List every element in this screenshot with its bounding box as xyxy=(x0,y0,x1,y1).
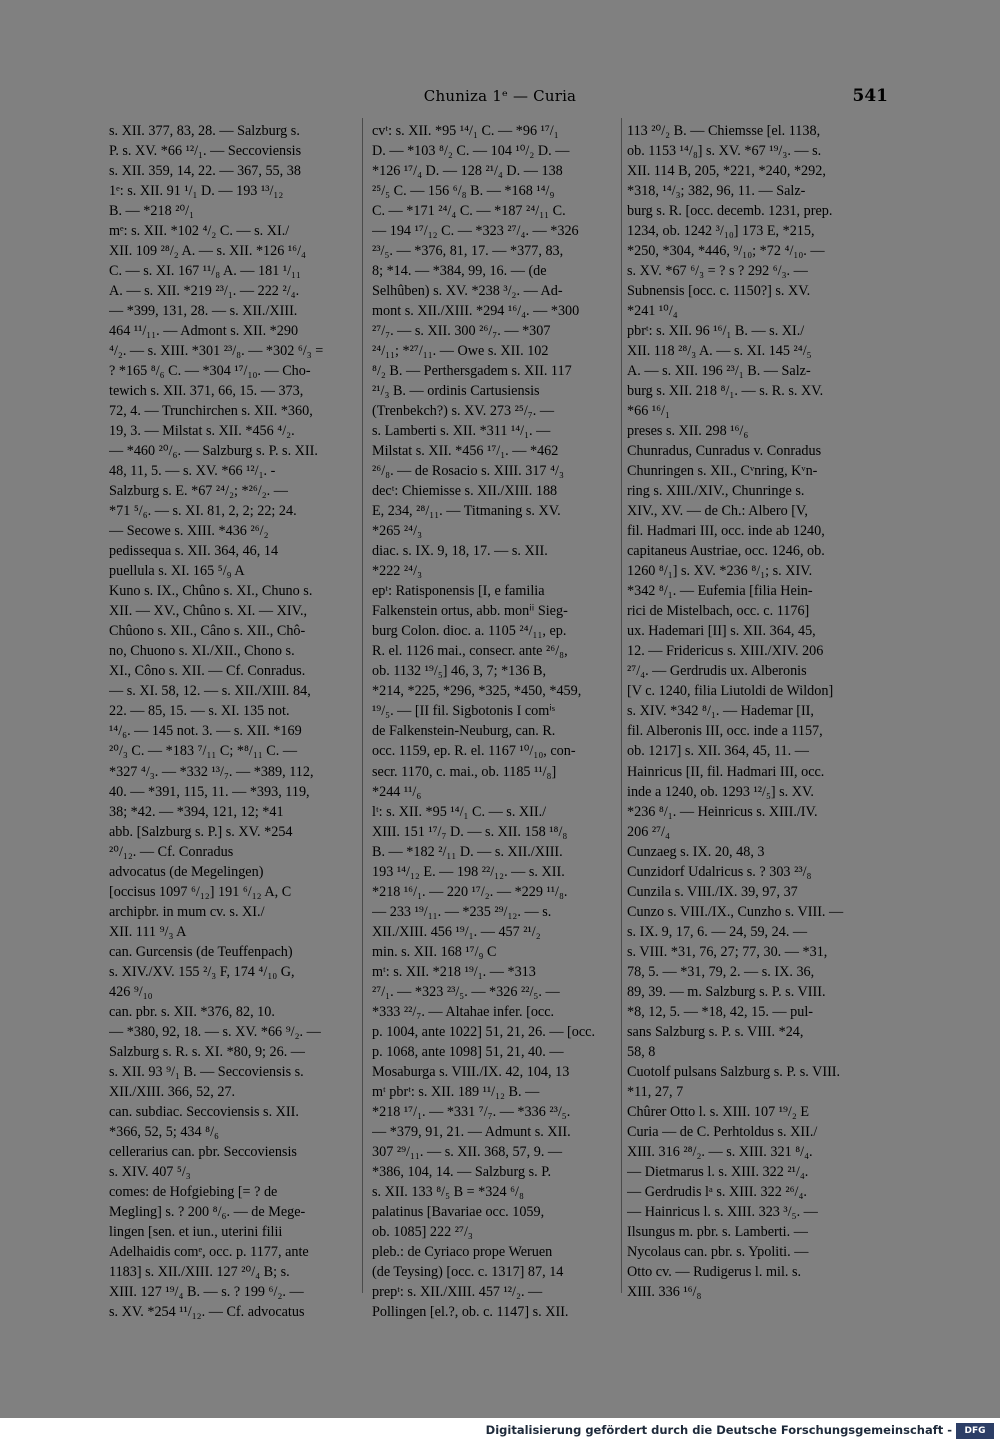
text-line: Pollingen [el.?, ob. c. 1147] s. XII. xyxy=(372,1303,569,1320)
text-line: Cunzidorf Udalricus s. ? 303 ²³/₈ xyxy=(627,863,812,880)
text-line: XIII. 151 ¹⁷/₇ D. — s. XII. 158 ¹⁸/₈ xyxy=(372,823,568,840)
text-line: *333 ²²/₇. — Altahae infer. [occ. xyxy=(372,1003,555,1020)
text-line: *218 ¹⁶/₁. — 220 ¹⁷/₂. — *229 ¹¹/₈. xyxy=(372,883,568,900)
column-2 xyxy=(372,121,616,1322)
text-line: pedissequa s. XII. 364, 46, 14 xyxy=(109,543,279,560)
text-line: 426 ⁹/₁₀ xyxy=(109,983,153,1000)
text-line: *214, *225, *296, *325, *450, *459, xyxy=(372,683,582,700)
column-rule xyxy=(362,118,363,1293)
text-line: 78, 5. — *31, 79, 2. — s. IX. 36, xyxy=(627,963,815,980)
text-line: tewich s. XII. 371, 66, 15. — 373, xyxy=(109,383,304,400)
text-line: — Gerdrudis lᵃ s. XIII. 322 ²⁶/₄. xyxy=(627,1183,807,1200)
text-line: can. Gurcensis (de Teuffenpach) xyxy=(109,943,293,960)
text-line: pleb.: de Cyriaco prope Weruen xyxy=(372,1243,553,1260)
text-line: s. XII. 359, 14, 22. — 367, 55, 38 xyxy=(109,163,301,180)
text-line: Nycolaus can. pbr. s. Ypoliti. — xyxy=(627,1243,809,1260)
text-line: XII. 118 ²⁸/₃ A. — s. XI. 145 ²⁴/₅ xyxy=(627,343,812,360)
text-line: *265 ²⁴/₃ xyxy=(372,523,423,540)
text-line: Falkenstein ortus, abb. monⁱⁱ Sieg- xyxy=(372,603,568,620)
text-line: 307 ²⁹/₁₁. — s. XII. 368, 57, 9. — xyxy=(372,1143,563,1160)
text-line: 1ᵉ: s. XII. 91 ¹/₁ D. — 193 ¹³/₁₂ xyxy=(109,183,284,200)
text-line: Chûrer Otto l. s. XIII. 107 ¹⁹/₂ E xyxy=(627,1103,810,1120)
text-line: ²⁰/₃ C. — *183 ⁷/₁₁ C; *⁸/₁₁ C. — xyxy=(109,743,298,760)
text-line: 1183] s. XII./XIII. 127 ²⁰/₄ B; s. xyxy=(109,1263,290,1280)
text-line: s. XV. *67 ⁶/₃ = ? s ? 292 ⁶/₃. — xyxy=(627,263,808,280)
text-line: 22. — 85, 15. — s. XI. 135 not. xyxy=(109,703,290,720)
text-line: Cunzo s. VIII./IX., Cunzho s. VIII. — xyxy=(627,903,844,920)
column-3 xyxy=(627,121,887,1302)
text-line: *11, 27, 7 xyxy=(627,1083,684,1100)
text-line: mont s. XII./XIII. *294 ¹⁶/₄. — *300 xyxy=(372,303,580,320)
text-line: *241 ¹⁰/₄ xyxy=(627,303,678,320)
column-rule xyxy=(621,118,622,1293)
text-line: 1234, ob. 1242 ³/₁₀] 173 E, *215, xyxy=(627,223,815,240)
text-line: ²⁷/₁. — *323 ²³/₅. — *326 ²²/₅. — xyxy=(372,983,560,1000)
text-line: Cuotolf pulsans Salzburg s. P. s. VIII. xyxy=(627,1063,841,1080)
text-line: 19, 3. — Milstat s. XII. *456 ⁴/₂. xyxy=(109,423,295,440)
text-line: — *379, 91, 21. — Admunt s. XII. xyxy=(372,1123,571,1140)
text-line: advocatus (de Megelingen) xyxy=(109,863,264,880)
text-line: XII. 111 ⁹/₃ A xyxy=(109,923,187,940)
text-line: s. XV. *254 ¹¹/₁₂. — Cf. advocatus xyxy=(109,1303,305,1320)
page-number: 541 xyxy=(852,86,888,106)
text-line: B. — *182 ²/₁₁ D. — s. XII./XIII. xyxy=(372,843,563,860)
text-line: ring s. XIII./XIV., Chunringe s. xyxy=(627,483,805,500)
text-line: — 233 ¹⁹/₁₁. — *235 ²⁹/₁₂. — s. xyxy=(372,903,552,920)
text-line: ²⁶/₈. — de Rosacio s. XIII. 317 ⁴/₃ xyxy=(372,463,564,480)
text-line: cvᵗ: s. XII. *95 ¹⁴/₁ C. — *96 ¹⁷/₁ xyxy=(372,123,559,139)
text-line: 48, 11, 5. — s. XV. *66 ¹²/₁. - xyxy=(109,463,276,480)
text-line: s. XII. 377, 83, 28. — Salzburg s. xyxy=(109,123,300,139)
text-line: ? *165 ⁸/₆ C. — *304 ¹⁷/₁₀. — Cho- xyxy=(109,363,311,380)
text-line: Milstat s. XII. *456 ¹⁷/₁. — *462 xyxy=(372,443,559,460)
text-line: comes: de Hofgiebing [= ? de xyxy=(109,1183,278,1200)
text-line: lingen [sen. et iun., uterini filii xyxy=(109,1223,283,1240)
text-line: ob. 1085] 222 ²⁷/₃ xyxy=(372,1223,473,1240)
text-line: *8, 12, 5. — *18, 42, 15. — pul- xyxy=(627,1003,814,1020)
text-line: no, Chuono s. XI./XII., Chono s. xyxy=(109,643,295,660)
text-line: E, 234, ²⁸/₁₁. — Titmaning s. XV. xyxy=(372,503,561,520)
text-line: — *460 ²⁰/₆. — Salzburg s. P. s. XII. xyxy=(109,443,318,460)
text-line: mᵗ: s. XII. *218 ¹⁹/₁. — *313 xyxy=(372,963,536,980)
text-line: s. XIV. 407 ⁵/₃ xyxy=(109,1163,191,1180)
text-line: burg s. XII. 218 ⁸/₁. — s. R. s. XV. xyxy=(627,383,824,400)
text-line: inde a 1240, ob. 1293 ¹²/₅] s. XV. xyxy=(627,783,814,800)
text-line: s. IX. 9, 17, 6. — 24, 59, 24. — xyxy=(627,923,808,940)
text-line: ob. 1132 ¹⁹/₅] 46, 3, 7; *136 B, xyxy=(372,663,547,680)
text-line: 72, 4. — Trunchirchen s. XII. *360, xyxy=(109,403,313,420)
text-line: Adelhaidis comᵉ, occ. p. 1177, ante xyxy=(109,1243,309,1260)
text-line: can. pbr. s. XII. *376, 82, 10. xyxy=(109,1003,275,1020)
text-line: ¹⁹/₅. — [II fil. Sigbotonis I comⁱˢ xyxy=(372,703,555,720)
text-line: Ilsungus m. pbr. s. Lamberti. — xyxy=(627,1223,808,1240)
text-line: D. — *103 ⁸/₂ C. — 104 ¹⁰/₂ D. — xyxy=(372,143,570,160)
text-line: XIV., XV. — de Ch.: Albero [V, xyxy=(627,503,808,520)
text-line: puellula s. XI. 165 ⁵/₉ A xyxy=(109,563,245,580)
text-line: min. s. XII. 168 ¹⁷/₉ C xyxy=(372,943,497,960)
text-line: XIII. 316 ²⁸/₂. — s. XIII. 321 ⁸/₄. xyxy=(627,1143,813,1160)
text-line: *66 ¹⁶/₁ xyxy=(627,403,670,420)
text-line: secr. 1170, c. mai., ob. 1185 ¹¹/₈] xyxy=(372,763,557,780)
text-line: preses s. XII. 298 ¹⁶/₆ xyxy=(627,423,749,440)
text-line: de Falkenstein-Neuburg, can. R. xyxy=(372,723,556,740)
text-line: ⁴/₂. — s. XIII. *301 ²³/₈. — *302 ⁶/₃ = xyxy=(109,343,324,360)
text-line: epᵗ: Ratisponensis [I, e familia xyxy=(372,583,545,600)
text-line: abb. [Salzburg s. P.] s. XV. *254 xyxy=(109,823,293,840)
text-line: ²¹/₃ B. — ordinis Cartusiensis xyxy=(372,383,540,400)
text-line: diac. s. IX. 9, 18, 17. — s. XII. xyxy=(372,543,548,560)
text-line: *236 ⁸/₁. — Heinricus s. XIII./IV. xyxy=(627,803,818,820)
text-line: *366, 52, 5; 434 ⁸/₆ xyxy=(109,1123,219,1140)
text-line: — Hainricus l. s. XIII. 323 ³/₅. — xyxy=(627,1203,818,1220)
text-line: Kuno s. IX., Chûno s. XI., Chuno s. xyxy=(109,583,313,600)
text-line: *250, *304, *446, ⁹/₁₀; *72 ⁴/₁₀. — xyxy=(627,243,825,260)
text-line: 464 ¹¹/₁₁. — Admont s. XII. *290 xyxy=(109,323,299,340)
text-line: Otto cv. — Rudigerus l. mil. s. xyxy=(627,1263,802,1280)
text-line: *244 ¹¹/₆ xyxy=(372,783,422,800)
running-header: Chuniza 1ᵉ — Curia xyxy=(423,87,577,105)
text-line: R. el. 1126 mai., consecr. ante ²⁶/₈, xyxy=(372,643,568,660)
text-line: 8; *14. — *384, 99, 16. — (de xyxy=(372,263,547,280)
text-line: 40. — *391, 115, 11. — *393, 119, xyxy=(109,783,310,800)
text-line: ⁸/₂ B. — Perthersgadem s. XII. 117 xyxy=(372,363,572,380)
text-line: capitaneus Austriae, occ. 1246, ob. xyxy=(627,543,825,560)
text-line: XII. 109 ²⁸/₂ A. — s. XII. *126 ¹⁶/₄ xyxy=(109,243,306,260)
text-line: *126 ¹⁷/₄ D. — 128 ²¹/₄ D. — 138 xyxy=(372,163,563,180)
text-line: Chunringen s. XII., Cᵛnring, Kᵛn- xyxy=(627,463,818,480)
text-line: — *399, 131, 28. — s. XII./XIII. xyxy=(109,303,298,320)
text-line: prepᵗ: s. XII./XIII. 457 ¹²/₂. — xyxy=(372,1283,543,1300)
text-line: Mosaburga s. VIII./IX. 42, 104, 13 xyxy=(372,1063,570,1080)
text-line: ²⁵/₅ C. — 156 ⁶/₈ B. — *168 ¹⁴/₉ xyxy=(372,183,555,200)
text-line: Cunzila s. VIII./IX. 39, 97, 37 xyxy=(627,883,798,900)
text-line: archipbr. in mum cv. s. XI./ xyxy=(109,903,265,920)
text-line: XII. — XV., Chûno s. XI. — XIV., xyxy=(109,603,308,620)
text-line: C. — *171 ²⁴/₄ C. — *187 ²⁴/₁₁ C. xyxy=(372,203,566,220)
text-line: Curia — de C. Perhtoldus s. XII./ xyxy=(627,1123,818,1140)
text-line: ux. Hademari [II] s. XII. 364, 45, xyxy=(627,623,816,640)
text-line: B. — *218 ²⁰/₁ xyxy=(109,203,195,220)
text-line: (Trenbekch?) s. XV. 273 ²⁵/₇. — xyxy=(372,403,555,420)
text-line: s. XIV./XV. 155 ²/₃ F, 174 ⁴/₁₀ G, xyxy=(109,963,295,980)
text-line: 12. — Fridericus s. XIII./XIV. 206 xyxy=(627,643,824,660)
text-line: *222 ²⁴/₃ xyxy=(372,563,423,580)
text-line: s. Lamberti s. XII. *311 ¹⁴/₁. — xyxy=(372,423,551,440)
text-line: Salzburg s. E. *67 ²⁴/₂; *²⁶/₂. — xyxy=(109,483,288,500)
text-line: fil. Alberonis III, occ. inde a 1157, xyxy=(627,723,823,740)
text-line: s. XIV. *342 ⁸/₁. — Hademar [II, xyxy=(627,703,814,720)
text-line: 1260 ⁸/₁] s. XV. *236 ⁸/₁; s. XIV. xyxy=(627,563,813,580)
text-line: 113 ²⁰/₂ B. — Chiemsse [el. 1138, xyxy=(627,123,821,139)
text-line: [V c. 1240, filia Liutoldi de Wildon] xyxy=(627,683,834,700)
text-line: 193 ¹⁴/₁₂ E. — 198 ²²/₁₂. — s. XII. xyxy=(372,863,565,880)
text-line: XI., Côno s. XII. — Cf. Conradus. xyxy=(109,663,306,680)
text-line: XIII. 336 ¹⁶/₈ xyxy=(627,1283,702,1300)
dfg-logo: DFG xyxy=(956,1423,994,1439)
text-line: pbrᵗ: s. XII. 96 ¹⁶/₁ B. — s. XI./ xyxy=(627,323,805,340)
text-line: p. 1004, ante 1022] 51, 21, 26. — [occ. xyxy=(372,1023,596,1040)
text-line: 58, 8 xyxy=(627,1043,656,1060)
text-line: — *380, 92, 18. — s. XV. *66 ⁹/₂. — xyxy=(109,1023,321,1040)
text-line: 89, 39. — m. Salzburg s. P. s. VIII. xyxy=(627,983,826,1000)
text-line: P. s. XV. *66 ¹²/₁. — Seccoviensis xyxy=(109,143,302,160)
text-line: (de Teysing) [occ. c. 1317] 87, 14 xyxy=(372,1263,564,1280)
text-line: ²⁷/₄. — Gerdrudis ux. Alberonis xyxy=(627,663,807,680)
text-line: *71 ⁵/₆. — s. XI. 81, 2, 2; 22; 24. xyxy=(109,503,297,520)
text-line: — 194 ¹⁷/₁₂ C. — *323 ²⁷/₄. — *326 xyxy=(372,223,579,240)
text-line: A. — s. XII. *219 ²³/₁. — 222 ²/₄. xyxy=(109,283,300,300)
text-line: *386, 104, 14. — Salzburg s. P. xyxy=(372,1163,552,1180)
text-line: Chûono s. XII., Câno s. XII., Chô- xyxy=(109,623,306,640)
text-line: burg Colon. dioc. a. 1105 ²⁴/₁₁, ep. xyxy=(372,623,567,640)
text-line: Hainricus [II, fil. Hadmari III, occ. xyxy=(627,763,825,780)
text-line: XII./XIII. 366, 52, 27. xyxy=(109,1083,236,1100)
text-line: ¹⁴/₆. — 145 not. 3. — s. XII. *169 xyxy=(109,723,302,740)
column-1 xyxy=(109,121,356,1322)
text-line: XII./XIII. 456 ¹⁹/₁. — 457 ²¹/₂ xyxy=(372,923,541,940)
text-line: Megling] s. ? 200 ⁸/₆. — de Mege- xyxy=(109,1203,306,1220)
text-line: 206 ²⁷/₄ xyxy=(627,823,670,840)
text-line: — s. XI. 58, 12. — s. XII./XIII. 84, xyxy=(109,683,311,700)
text-line: Selhûben) s. XV. *238 ³/₂. — Ad- xyxy=(372,283,563,300)
text-line: [occisus 1097 ⁶/₁₂] 191 ⁶/₁₂ A, C xyxy=(109,883,292,900)
text-line: Subnensis [occ. c. 1150?] s. XV. xyxy=(627,283,811,300)
text-line: — Dietmarus l. s. XIII. 322 ²¹/₄. xyxy=(627,1163,809,1180)
text-line: Chunradus, Cunradus v. Conradus xyxy=(627,443,822,460)
text-line: ²⁴/₁₁; *²⁷/₁₁. — Owe s. XII. 102 xyxy=(372,343,549,360)
text-line: fil. Hadmari III, occ. inde ab 1240, xyxy=(627,523,825,540)
text-line: 38; *42. — *394, 121, 12; *41 xyxy=(109,803,284,820)
text-line: Cunzaeg s. IX. 20, 48, 3 xyxy=(627,843,765,860)
text-line: s. VIII. *31, 76, 27; 77, 30. — *31, xyxy=(627,943,828,960)
text-line: A. — s. XII. 196 ²³/₁ B. — Salz- xyxy=(627,363,811,380)
footer-bar xyxy=(0,1418,1000,1445)
text-line: XII. 114 B, 205, *221, *240, *292, xyxy=(627,163,826,180)
text-line: sans Salzburg s. P. s. VIII. *24, xyxy=(627,1023,804,1040)
text-line: *327 ⁴/₃. — *332 ¹³/₇. — *389, 112, xyxy=(109,763,314,780)
text-line: s. XII. 133 ⁸/₅ B = *324 ⁶/₈ xyxy=(372,1183,524,1200)
text-line: — Secowe s. XIII. *436 ²⁶/₂ xyxy=(109,523,269,540)
text-line: p. 1068, ante 1098] 51, 21, 40. — xyxy=(372,1043,564,1060)
text-line: *318, ¹⁴/₃; 382, 96, 11. — Salz- xyxy=(627,183,806,200)
text-line: ²⁷/₇. — s. XII. 300 ²⁶/₇. — *307 xyxy=(372,323,551,340)
text-line: lᵗ: s. XII. *95 ¹⁴/₁ C. — s. XII./ xyxy=(372,803,547,820)
text-line: ²³/₅. — *376, 81, 17. — *377, 83, xyxy=(372,243,564,260)
text-line: ob. 1217] s. XII. 364, 45, 11. — xyxy=(627,743,809,760)
text-line: decᵗ: Chiemisse s. XII./XIII. 188 xyxy=(372,483,558,500)
text-line: occ. 1159, ep. R. el. 1167 ¹⁰/₁₀, con- xyxy=(372,743,576,760)
text-line: ²⁰/₁₂. — Cf. Conradus xyxy=(109,843,234,860)
text-line: C. — s. XI. 167 ¹¹/₈ A. — 181 ¹/₁₁ xyxy=(109,263,301,280)
text-line: can. subdiac. Seccoviensis s. XII. xyxy=(109,1103,299,1120)
text-line: Salzburg s. R. s. XI. *80, 9; 26. — xyxy=(109,1043,305,1060)
text-line: mᵉ: s. XII. *102 ⁴/₂ C. — s. XI./ xyxy=(109,223,290,240)
text-line: mᵗ pbrᵗ: s. XII. 189 ¹¹/₁₂ B. — xyxy=(372,1083,540,1100)
text-line: s. XII. 93 ⁹/₁ B. — Seccoviensis s. xyxy=(109,1063,304,1080)
text-line: palatinus [Bavariae occ. 1059, xyxy=(372,1203,545,1220)
text-line: cellerarius can. pbr. Seccoviensis xyxy=(109,1143,297,1160)
text-line: XIII. 127 ¹⁹/₄ B. — s. ? 199 ⁶/₂. — xyxy=(109,1283,304,1300)
text-line: *218 ¹⁷/₁. — *331 ⁷/₇. — *336 ²³/₅. xyxy=(372,1103,571,1120)
text-line: ob. 1153 ¹⁴/₈] s. XV. *67 ¹⁹/₃. — s. xyxy=(627,143,822,160)
text-line: *342 ⁸/₁. — Eufemia [filia Hein- xyxy=(627,583,813,600)
text-line: burg s. R. [occ. decemb. 1231, prep. xyxy=(627,203,833,220)
funding-notice: Digitalisierung gefördert durch die Deutsche Forschungsgemeinschaft - xyxy=(485,1423,952,1437)
text-line: rici de Mistelbach, occ. c. 1176] xyxy=(627,603,810,620)
